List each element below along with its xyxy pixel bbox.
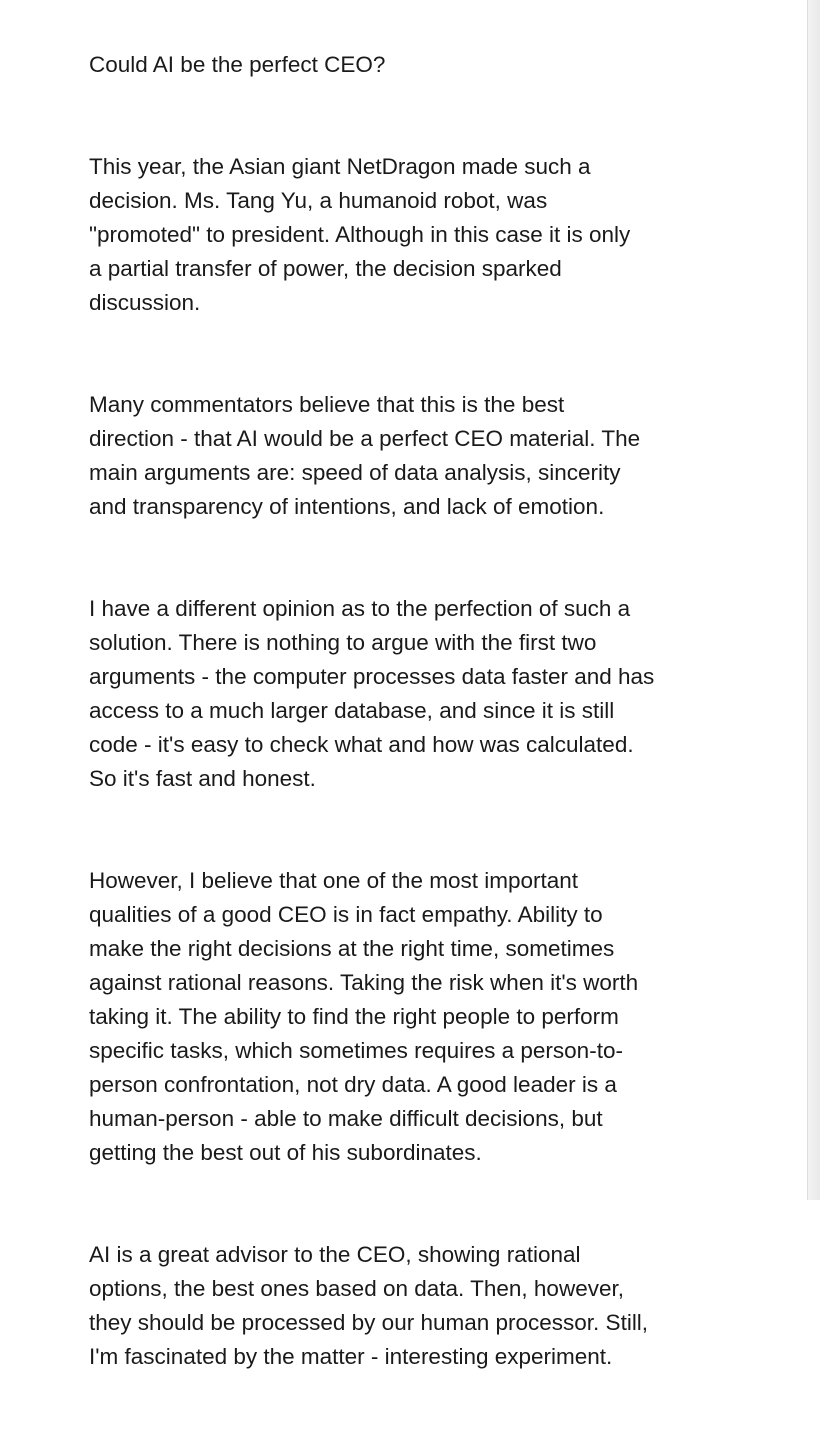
paragraph-3: I have a different opinion as to the perfection of such a solution. There is nothing to argue with the first two arguments - the computer processes data faster and has access to a much larger database, and since it is still code - it's easy to check what and how was calculated. So it's fast and honest. — [89, 596, 655, 791]
document-title: Could AI be the perfect CEO? — [89, 52, 386, 77]
document-body — [89, 14, 749, 1442]
paragraph-4: However, I believe that one of the most important qualities of a good CEO is in fact empathy. Ability to make the right decisions at the right time, sometimes against rational reasons. Taking the risk when it's worth taking it. The ability to find the right people to perform specific tasks, which sometimes requires a person-to- person confrontation, not dry data. A good leader is a human-person - able to make difficult decisions, but getting the best out of his subordinates. — [89, 868, 639, 1165]
page-edge — [807, 0, 820, 1200]
paragraph-1: This year, the Asian giant NetDragon made such a decision. Ms. Tang Yu, a humanoid robot, was "promoted" to president. Although in this case it is only a partial transfer of power, the decision sparked discussion. — [89, 154, 631, 315]
paragraph-5: AI is a great advisor to the CEO, showing rational options, the best ones based on data. Then, however, they should be processed by our human processor. Still, I'm fascinated by the matter - interesting experiment. — [89, 1242, 649, 1369]
paragraph-2: Many commentators believe that this is the best direction - that AI would be a perfect CEO material. The main arguments are: speed of data analysis, sincerity and transparency of intentions, and lack of emotion. — [89, 392, 641, 519]
